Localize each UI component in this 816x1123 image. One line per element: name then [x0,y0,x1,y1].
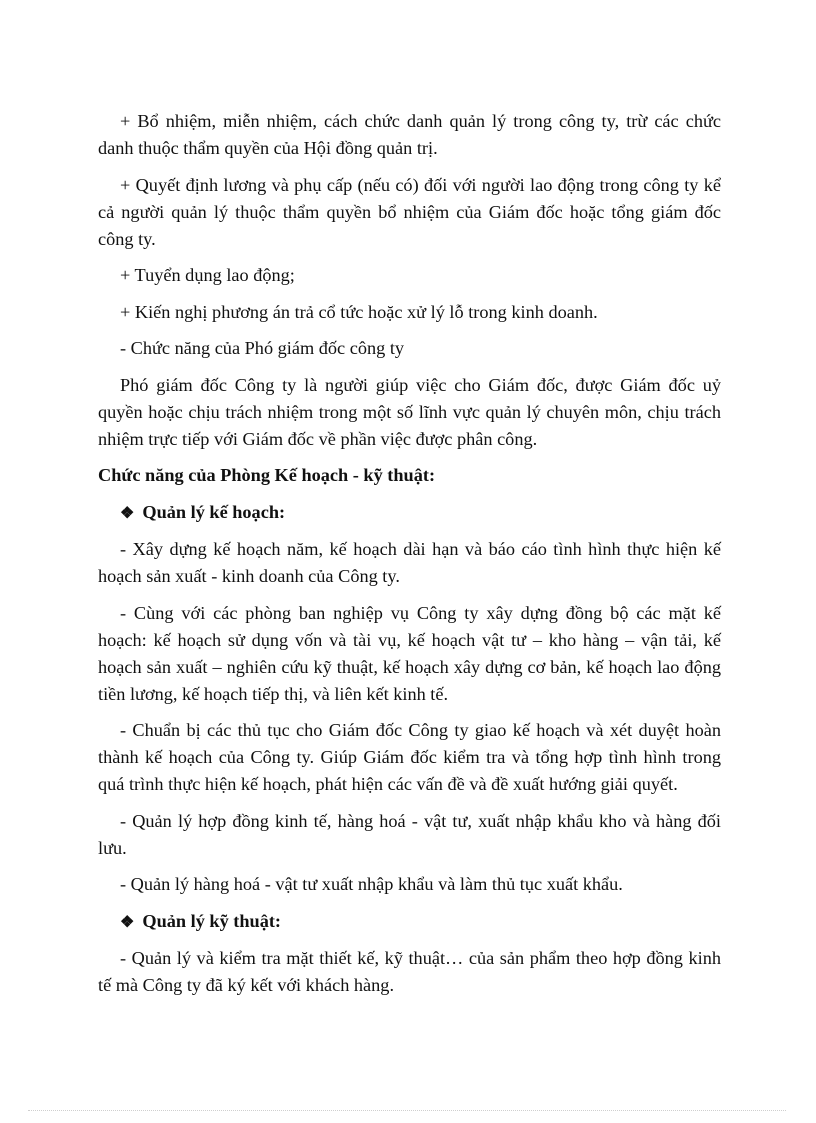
paragraph-contracts: - Quản lý hợp đồng kinh tế, hàng hoá - vật tư, xuất nhập khẩu kho và hàng đối lưu. [98,810,721,858]
paragraph-coordinate-plan: - Cùng với các phòng ban nghiệp vụ Công ty xây dựng đồng bộ các mặt kế hoạch: kế hoạch sử dụng vốn và tài vụ, kế hoạch vật tư – kho hàng – vận tải, kế hoạch sản xuất – nghiên cứu kỹ thuật, kế hoạch xây dựng cơ bản, kế hoạch lao động tiền lương, kế hoạch tiếp thị, và liên kết kinh tế. [98,602,721,704]
subheading-planning [98,499,721,527]
paragraph-deputy-desc: Phó giám đốc Công ty là người giúp việc cho Giám đốc, được Giám đốc uỷ quyền hoặc chịu trách nhiệm trong một số lĩnh vực quản lý chuyên môn, chịu trách nhiệm trực tiếp với Giám đốc về phần việc được phân công. [98,374,721,449]
paragraph-build-plan: - Xây dựng kế hoạch năm, kế hoạch dài hạn và báo cáo tình hình thực hiện kế hoạch sản xuất - kinh doanh của Công ty. [98,539,721,586]
paragraph-deputy-heading: - Chức năng của Phó giám đốc công ty [120,338,405,358]
diamond-bullet-icon: ❖ [120,913,135,931]
subheading-technical-text: Quản lý kỹ thuật: [142,910,282,931]
subheading-planning-text: Quản lý kế hoạch: [142,501,286,522]
subheading-technical [98,908,721,936]
page-footer-divider [28,1110,786,1111]
document-body [98,108,721,1009]
paragraph-recruit: + Tuyển dụng lao động; [120,265,295,285]
section-heading-planning-dept: Chức năng của Phòng Kế hoạch - kỹ thuật: [98,465,436,485]
paragraph-salary: + Quyết định lương và phụ cấp (nếu có) đối với người lao động trong công ty kể cả người quản lý thuộc thẩm quyền bổ nhiệm của Giám đốc hoặc tổng giám đốc công ty. [98,174,721,249]
diamond-bullet-icon: ❖ [120,504,135,522]
paragraph-dividend: + Kiến nghị phương án trả cổ tức hoặc xử lý lỗ trong kinh doanh. [120,301,598,322]
paragraph-goods: - Quản lý hàng hoá - vật tư xuất nhập khẩu và làm thủ tục xuất khẩu. [120,874,623,894]
paragraph-technical: - Quản lý và kiểm tra mặt thiết kế, kỹ thuật… của sản phẩm theo hợp đồng kinh tế mà Công ty đã ký kết với khách hàng. [98,948,721,995]
paragraph-appoint: + Bổ nhiệm, miễn nhiệm, cách chức danh quản lý trong công ty, trừ các chức danh thuộc thẩm quyền của Hội đồng quản trị. [98,111,721,158]
paragraph-procedures: - Chuẩn bị các thủ tục cho Giám đốc Công ty giao kế hoạch và xét duyệt hoàn thành kế hoạch của Công ty. Giúp Giám đốc kiểm tra và tổng hợp tình hình trong quá trình thực hiện kế hoạch, phát hiện các vấn đề và đề xuất hướng giải quyết. [98,720,721,794]
